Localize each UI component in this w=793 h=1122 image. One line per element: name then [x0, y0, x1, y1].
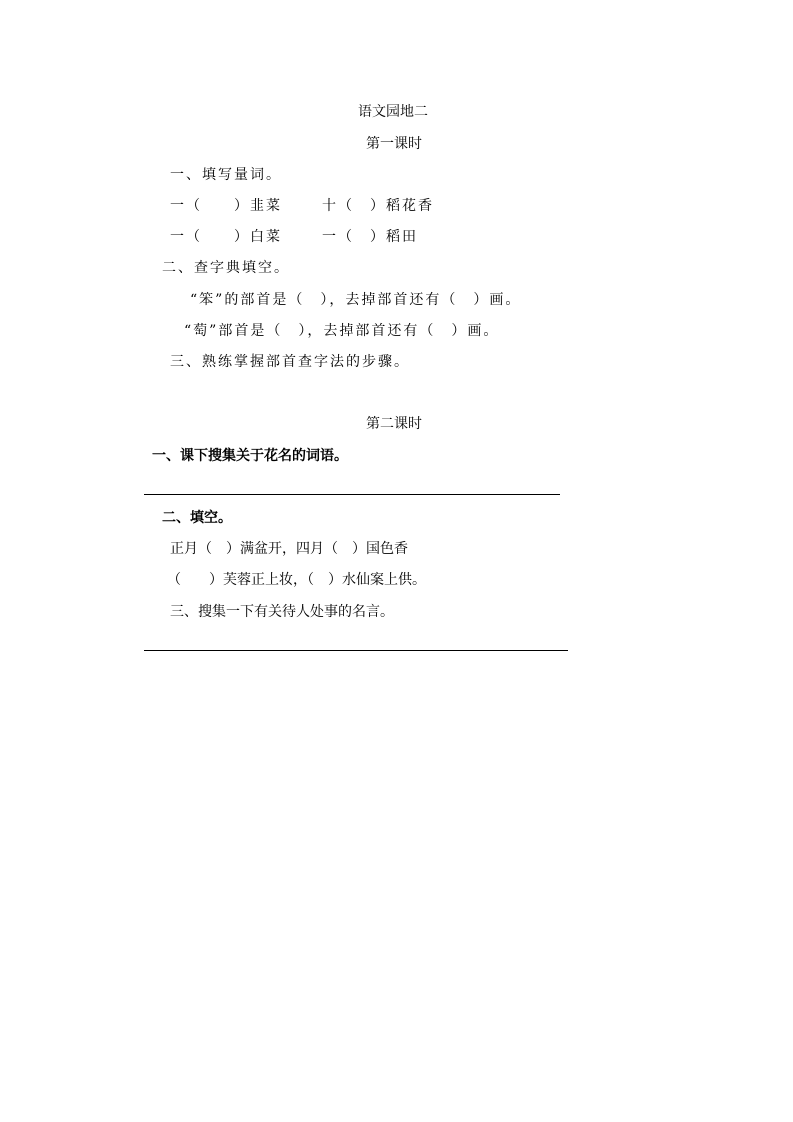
lesson-1-heading: 第一课时 — [366, 136, 422, 152]
l1-measure-word-item: 一（ ）稻田 — [322, 229, 418, 245]
l2-section-3-title: 三、搜集一下有关待人处事的名言。 — [170, 604, 394, 620]
answer-line — [144, 494, 560, 495]
l1-measure-word-item: 十（ ）稻花香 — [322, 198, 434, 214]
l1-section-1-title: 一、填写量词。 — [170, 167, 282, 183]
l1-dictionary-line: “萄”部首是（ ），去掉部首还有（ ）画。 — [184, 323, 500, 339]
page-title: 语文园地二 — [358, 104, 428, 120]
l1-measure-word-item: 一（ ）韭菜 — [170, 198, 282, 214]
lesson-2-heading: 第二课时 — [366, 416, 422, 432]
l1-section-2-title: 二、查字典填空。 — [162, 260, 290, 276]
l1-measure-word-item: 一（ ）白菜 — [170, 229, 282, 245]
l2-fill-line: 正月（ ）满盆开，四月（ ）国色香 — [170, 541, 408, 557]
answer-line — [144, 650, 568, 651]
l1-section-3-title: 三、熟练掌握部首查字法的步骤。 — [170, 354, 410, 370]
l1-dictionary-line: “笨”的部首是（ ），去掉部首还有（ ）画。 — [190, 292, 522, 308]
l2-section-1-title: 一、课下搜集关于花名的词语。 — [152, 448, 348, 464]
l2-fill-line: （ ）芙蓉正上妆，（ ）水仙案上供。 — [167, 572, 426, 588]
l2-section-2-title: 二、填空。 — [162, 510, 232, 526]
